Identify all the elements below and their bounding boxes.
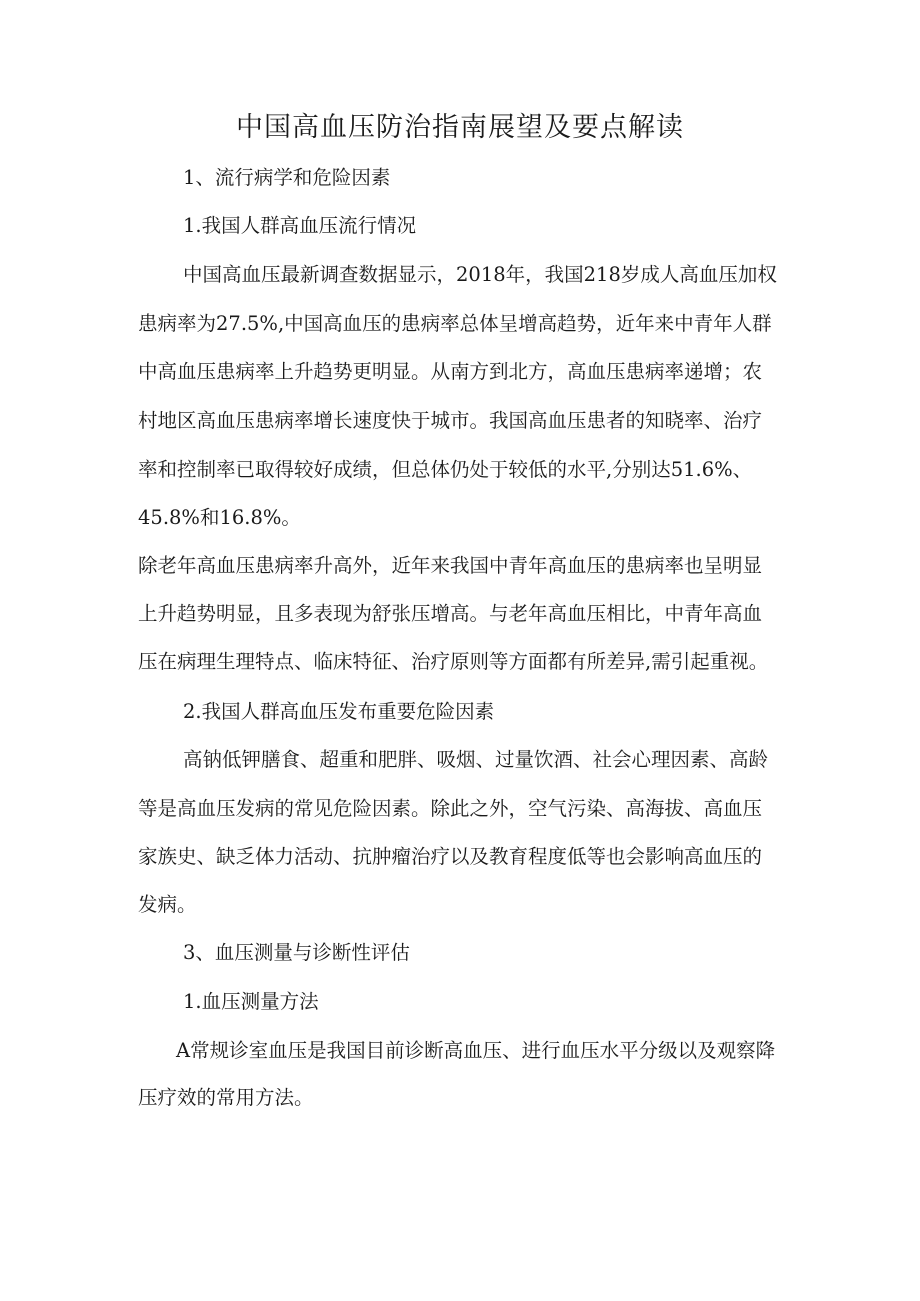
- paragraph-line: 患病率为27.5%,中国高血压的患病率总体呈增高趋势，近年来中青年人群: [138, 312, 772, 335]
- paragraph-line: 上升趋势明显，且多表现为舒张压增高。与老年高血压相比，中青年高血: [138, 602, 763, 625]
- subsection-heading-prevalence: 1.我国人群高血压流行情况: [183, 214, 417, 237]
- paragraph-line: 高钠低钾膳食、超重和肥胖、吸烟、过量饮酒、社会心理因素、高龄: [183, 748, 769, 771]
- paragraph-line: 45.8%和16.8%。: [138, 506, 301, 529]
- paragraph-line: 发病。: [138, 893, 197, 916]
- page-title: 中国高血压防治指南展望及要点解读: [236, 112, 684, 143]
- paragraph-line: 率和控制率已取得较好成绩，但总体仍处于较低的水平,分别达51.6%、: [138, 458, 753, 481]
- paragraph-line: 村地区高血压患病率增长速度快于城市。我国高血压患者的知晓率、治疗: [138, 409, 763, 432]
- subsection-heading-risk-factors: 2.我国人群高血压发布重要危险因素: [183, 700, 495, 723]
- subsection-heading-measurement-method: 1.血压测量方法: [183, 990, 319, 1013]
- paragraph-line: 中高血压患病率上升趋势更明显。从南方到北方，高血压患病率递增；农: [138, 360, 763, 383]
- paragraph-line: 除老年高血压患病率升高外，近年来我国中青年高血压的患病率也呈明显: [138, 554, 763, 577]
- paragraph-line: 压在病理生理特点、临床特征、治疗原则等方面都有所差异,需引起重视。: [138, 650, 769, 673]
- paragraph-line: 等是高血压发病的常见危险因素。除此之外，空气污染、高海拔、高血压: [138, 797, 763, 820]
- paragraph-line: A常规诊室血压是我国目前诊断高血压、进行血压水平分级以及观察降: [176, 1039, 776, 1062]
- paragraph-line: 家族史、缺乏体力活动、抗肿瘤治疗以及教育程度低等也会影响高血压的: [138, 845, 763, 868]
- section-heading-epidemiology: 1、流行病学和危险因素: [183, 166, 391, 189]
- paragraph-line: 压疗效的常用方法。: [138, 1086, 314, 1109]
- section-heading-bp-measurement: 3、血压测量与诊断性评估: [183, 941, 410, 964]
- paragraph-line: 中国高血压最新调查数据显示，2018年，我国218岁成人高血压加权: [183, 263, 777, 286]
